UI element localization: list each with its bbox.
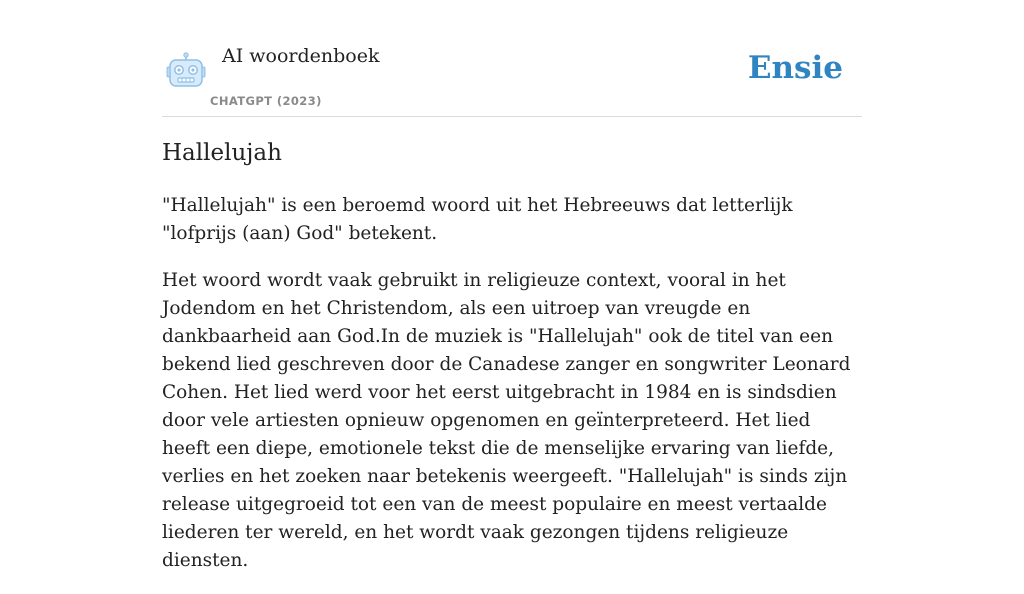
brand-logo-link[interactable]: Ensie	[747, 50, 843, 86]
definition-paragraph: Het woord wordt vaak gebruikt in religieuze context, vooral in het Jodendom en het Christendom, als een uitroep van vreugde en dankbaarheid aan God.In de muziek is "Hallelujah" ook de titel van een bekend lied geschreven door de Canadese zanger en songwriter Leonard Cohen. Het lied werd voor het eerst uitgebracht in 1984 en is sindsdien door vele artiesten opnieuw opgenomen en geïnterpreteerd. Het lied heeft een diepe, emotionele tekst die de menselijke ervaring van liefde, verlies en het zoeken naar betekenis weergeeft. "Hallelujah" is sinds zijn release uitgegroeid tot een van de meest populaire en meest vertaalde liederen ter wereld, en het wordt vaak gezongen tijdens religieuze diensten.	[162, 270, 851, 571]
source-header	[162, 0, 862, 117]
entry-definition	[162, 192, 862, 594]
entry-title: Hallelujah	[162, 140, 282, 166]
entry-page	[162, 0, 862, 571]
robot-icon	[166, 52, 206, 90]
source-title: AI woordenboek	[222, 45, 380, 67]
definition-paragraph: "Hallelujah" is een beroemd woord uit het Hebreeuws dat letterlijk "lofprijs (aan) God" betekent.	[162, 195, 793, 244]
source-meta: CHATGPT (2023)	[210, 94, 322, 108]
